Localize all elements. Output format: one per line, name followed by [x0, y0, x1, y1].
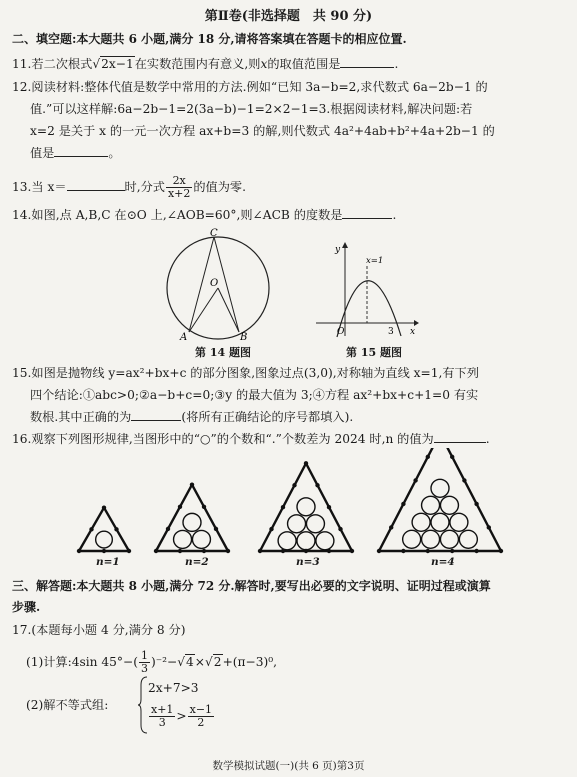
pattern-dot: [292, 483, 296, 487]
pattern-dot: [401, 502, 405, 506]
question-12-line-4: 值是 。: [30, 146, 121, 160]
pattern-circle: [96, 531, 113, 548]
pattern-dot: [114, 527, 118, 531]
label-a: A: [180, 332, 188, 343]
question-11: 11.若二次根式√2x−1在实数范围内有意义,则x的取值范围是 .: [12, 57, 399, 71]
question-17-title: 17.(本题每小题 4 分,满分 8 分): [12, 623, 186, 637]
label-axis-eq: x=1: [366, 256, 384, 266]
pattern-dot: [77, 549, 81, 553]
pattern-circle: [306, 515, 324, 533]
label-origin: O: [337, 327, 345, 337]
pattern-circle: [297, 532, 315, 550]
question-14: 14.如图,点 A,B,C 在⊙O 上,∠AOB=60°,则∠ACB 的度数是 .: [12, 208, 397, 222]
pattern-dot: [450, 455, 454, 459]
section-header: 第Ⅱ卷(非选择题 共 90 分): [204, 9, 373, 24]
answer-blank[interactable]: [67, 179, 125, 191]
pattern-circle: [174, 530, 192, 548]
figure-14-circle: [160, 228, 280, 348]
pattern-dot: [127, 549, 131, 553]
question-15-line-1: 15.如图是抛物线 y=ax²+bx+c 的部分图象,图象过点(3,0),对称轴为直线 x=1,有下列: [12, 366, 479, 380]
question-17-part-2-label: (2)解不等式组:: [26, 698, 109, 712]
y-axis-arrow: [342, 242, 348, 248]
pattern-dot: [89, 527, 93, 531]
pattern-circle: [422, 530, 440, 548]
pattern-dot: [474, 502, 478, 506]
pattern-dot: [487, 525, 491, 529]
label-c: C: [210, 228, 218, 239]
pattern-dot: [102, 549, 106, 553]
pattern-dot: [413, 478, 417, 482]
question-16: 16.观察下列图形规律,当图形中的“○”的个数和“.”个数差为 2024 时,n 的值为 .: [12, 432, 490, 446]
pattern-dot: [269, 527, 273, 531]
radius-ob: [218, 288, 239, 332]
pattern-circle: [431, 479, 449, 497]
pattern-dot: [202, 505, 206, 509]
pattern-dot: [350, 549, 354, 553]
answer-blank[interactable]: [340, 56, 394, 68]
pattern-dot: [190, 482, 194, 486]
section3-heading-2: 步骤.: [12, 600, 41, 614]
answer-blank[interactable]: [434, 431, 486, 443]
pattern-circle: [278, 532, 296, 550]
pattern-label: n=1: [96, 556, 120, 568]
pattern-circle: [288, 515, 306, 533]
pattern-dot: [338, 527, 342, 531]
pattern-circle: [183, 513, 201, 531]
x-axis-arrow: [414, 320, 419, 326]
section3-heading-1: 三、解答题:本大题共 8 小题,满分 72 分.解答时,要写出必要的文字说明、证明过程或演算: [12, 579, 491, 593]
pattern-dot: [377, 549, 381, 553]
pattern-dot: [102, 506, 106, 510]
section2-heading: 二、填空题:本大题共 6 小题,满分 18 分,请将答案填在答题卡的相应位置.: [12, 32, 407, 46]
pattern-dot: [154, 549, 158, 553]
label-o: O: [210, 278, 219, 289]
figure-14-caption: 第 14 题图: [195, 346, 251, 359]
figure-15-graph: [310, 240, 420, 340]
pattern-dot: [450, 549, 454, 553]
pattern-dot: [214, 527, 218, 531]
pattern-dot: [178, 505, 182, 509]
pattern-circle: [412, 513, 430, 531]
question-15-line-2: 四个结论:①abc>0;②a−b+c=0;③y 的最大值为 3;④方程 ax²+bx+c+1=0 有实: [30, 388, 479, 402]
radius-oa: [189, 288, 218, 332]
label-y: y: [335, 245, 341, 255]
pattern-dot: [426, 455, 430, 459]
pattern-dot: [281, 505, 285, 509]
pattern-circle: [431, 513, 449, 531]
triangle-pattern: [0, 448, 577, 573]
pattern-circle: [403, 530, 421, 548]
answer-blank[interactable]: [342, 207, 392, 219]
pattern-dot: [258, 549, 262, 553]
page-footer: 数学模拟试题(一)(共 6 页)第3页: [212, 760, 365, 772]
pattern-dot: [226, 549, 230, 553]
pattern-label: n=4: [431, 556, 455, 568]
question-12-line-2: 值.”可以这样解:6a−2b−1=2(3a−b)−1=2×2−1=3.根据阅读材料,解决问题:若: [30, 102, 473, 116]
fraction: $\frac{2x}{x+2}$: [167, 174, 191, 200]
pattern-circle: [316, 532, 334, 550]
pattern-triangle: [379, 448, 501, 551]
pattern-circle: [440, 530, 458, 548]
pattern-dot: [462, 478, 466, 482]
pattern-dot: [166, 527, 170, 531]
pattern-circle: [422, 496, 440, 514]
figure-15-caption: 第 15 题图: [346, 346, 402, 359]
label-x: x: [410, 327, 416, 337]
pattern-dot: [304, 461, 308, 465]
pattern-dot: [327, 505, 331, 509]
pattern-triangle: [79, 508, 129, 551]
inequality-2: $\frac{x+1}{3}$ > $\frac{x-1}{2}$: [151, 703, 213, 729]
pattern-label: n=3: [296, 556, 320, 568]
inequality-1: 2x+7>3: [148, 681, 199, 695]
question-12-line-1: 12.阅读材料:整体代值是数学中常用的方法.例如“已知 3a−b=2,求代数式 6a−2b−1 的: [12, 80, 488, 94]
question-13: 13.当 x＝ 时,分式 $\frac{2x}{x+2}$ 的值为零.: [12, 174, 246, 200]
pattern-dot: [499, 549, 503, 553]
pattern-dot: [178, 549, 182, 553]
pattern-triangle: [260, 463, 352, 551]
pattern-dot: [389, 525, 393, 529]
pattern-circle: [440, 496, 458, 514]
pattern-label: n=2: [185, 556, 209, 568]
pattern-circle: [192, 530, 210, 548]
label-three: 3: [388, 327, 394, 337]
pattern-dot: [202, 549, 206, 553]
pattern-dot: [426, 549, 430, 553]
pattern-circle: [459, 530, 477, 548]
pattern-dot: [315, 483, 319, 487]
label-b: B: [240, 332, 248, 343]
brace: [138, 675, 148, 735]
pattern-circle: [450, 513, 468, 531]
pattern-circle: [297, 498, 315, 516]
answer-blank[interactable]: [131, 409, 181, 421]
question-17-part-1: (1)计算:4sin 45°−( $\frac{1}{3}$ )⁻²−√4×√2+(π−3)⁰,: [26, 649, 278, 675]
pattern-dot: [401, 549, 405, 553]
question-12-line-3: x=2 是关于 x 的一元一次方程 ax+b=3 的解,则代数式 4a²+4ab+b²+4a+2b−1 的: [30, 124, 495, 138]
answer-blank[interactable]: [54, 145, 108, 157]
question-15-line-3: 数根.其中正确的为 (将所有正确结论的序号都填入).: [30, 410, 354, 424]
pattern-dot: [474, 549, 478, 553]
